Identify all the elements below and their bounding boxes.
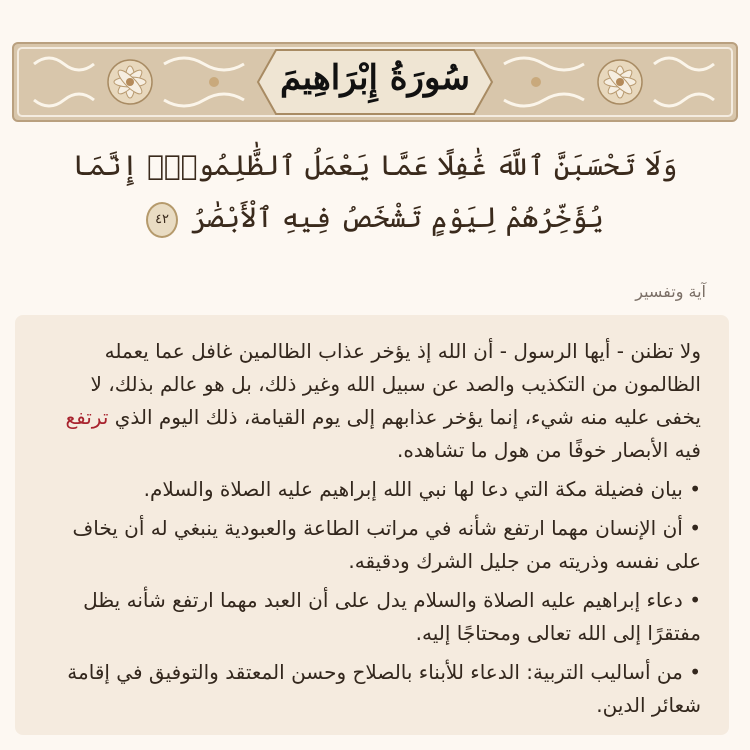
ayah-text-block [20, 140, 730, 244]
tafsir-point: • دعاء إبراهيم عليه الصلاة والسلام يدل على أن العبد مهما ارتفع شأنه يظل مفتقرًا إلى الله تعالى ومحتاجًا إليه. [83, 588, 701, 645]
tafsir-card [15, 315, 729, 735]
surah-header-banner [12, 42, 738, 122]
tafsir-intro-text: ولا تظنن - أيها الرسول - أن الله إذ يؤخر عذاب الظالمين غافل عما يعمله الظالمون من التكذيب والصد عن سبيل الله وغير ذلك، بل هو عالم بذلك، لا يخفى عليه منه شيء، إنما يؤخر عذابهم إلى يوم القيامة، ذلك اليوم الذي [90, 339, 701, 429]
surah-title: سُورَةُ إِبْرَاهِيمَ [279, 58, 471, 98]
ayah-text: وَلَا تَحْسَبَنَّ ٱللَّهَ غَٰفِلًا عَمَّا يَعْمَلُ ٱلظَّٰلِمُونَۚ إِنَّمَا يُؤَخِّرُهُمْ لِيَوْمٍ تَشْخَصُ فِيهِ ٱلْأَبْصَٰرُ [72, 149, 678, 234]
tafsir-intro-text-end: فيه الأبصار خوفًا من هول ما تشاهده. [397, 438, 701, 462]
tafsir-point: • من أساليب التربية: الدعاء للأبناء بالصلاح وحسن المعتقد والتوفيق في إقامة شعائر الدين. [67, 660, 701, 717]
tafsir-intro [43, 335, 701, 467]
tafsir-point: • بيان فضيلة مكة التي دعا لها نبي الله إبراهيم عليه الصلاة والسلام. [143, 477, 701, 501]
tafsir-highlight-word: ترتفع [65, 405, 109, 429]
ayah-number-badge: ٤٢ [146, 202, 178, 238]
section-label: آية وتفسير [635, 282, 706, 301]
tafsir-point: • أن الإنسان مهما ارتفع شأنه في مراتب الطاعة والعبودية ينبغي له أن يخاف على نفسه وذريته من جليل الشرك ودقيقه. [72, 516, 701, 573]
